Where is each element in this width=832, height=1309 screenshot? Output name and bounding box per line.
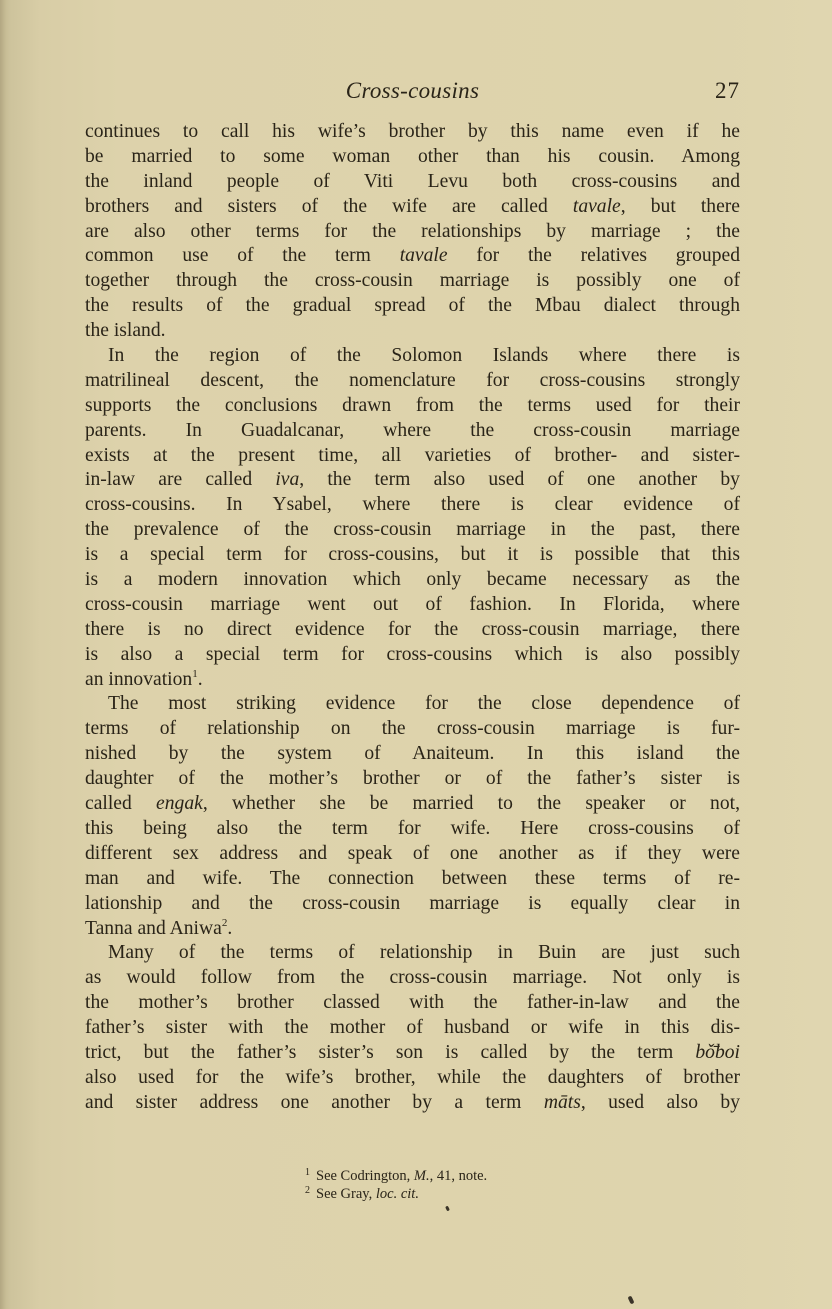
footnote-text: , 41, note. bbox=[429, 1168, 488, 1184]
text-line: continues to call his wife’s brother by this name even if he bbox=[85, 121, 740, 142]
italic-term: engak bbox=[156, 793, 203, 815]
text-line: daughter of the mother’s brother or of the father’s sister is bbox=[85, 768, 740, 790]
text-fragment: , the term also used of one another by bbox=[299, 469, 740, 491]
text-fragment: for the relatives grouped bbox=[447, 245, 740, 267]
text-line bbox=[85, 668, 740, 693]
ink-speck bbox=[627, 1296, 634, 1305]
text-fragment: , whether she be married to the speaker or not, bbox=[202, 793, 740, 815]
footnote-text: See Codrington, bbox=[316, 1168, 414, 1184]
text-fragment: . bbox=[227, 917, 233, 939]
text-line bbox=[85, 1041, 740, 1066]
text-line: supports the conclusions drawn from the terms used for their bbox=[85, 394, 740, 416]
footnote-marker: 2 bbox=[305, 1185, 310, 1196]
text-line: the results of the gradual spread of the Mbau dialect through bbox=[85, 295, 740, 317]
text-line: also used for the wife’s brother, while the daughters of brother bbox=[85, 1066, 740, 1088]
footnote-ref[interactable]: 1 bbox=[192, 667, 198, 680]
italic-term: bǒ̄boi bbox=[695, 1041, 740, 1063]
text-line: are also other terms for the relationships by marriage ; the bbox=[85, 220, 740, 242]
running-head bbox=[85, 78, 740, 108]
running-title: Cross-cousins bbox=[345, 78, 480, 103]
text-line bbox=[85, 1091, 740, 1116]
text-fragment: an innovation bbox=[85, 668, 193, 690]
footnote-1 bbox=[305, 1167, 605, 1185]
text-line: exists at the present time, all varieties of brother- and sister- bbox=[85, 444, 740, 466]
text-line: The most striking evidence for the close dependence of bbox=[108, 693, 740, 715]
text-line: father’s sister with the mother of husband or wife in this dis- bbox=[85, 1017, 740, 1039]
footnotes bbox=[305, 1167, 605, 1203]
text-line bbox=[85, 792, 740, 817]
text-line: nished by the system of Anaiteum. In this island the bbox=[85, 743, 740, 765]
footnote-italic: M. bbox=[413, 1168, 430, 1184]
text-line bbox=[85, 195, 740, 220]
text-line: Many of the terms of relationship in Buin are just such bbox=[108, 942, 740, 964]
text-line: the prevalence of the cross-cousin marriage in the past, there bbox=[85, 519, 740, 541]
italic-term: tavale bbox=[399, 245, 448, 267]
text-line bbox=[85, 917, 740, 942]
page-spine-edge bbox=[0, 0, 6, 1309]
page-number: 27 bbox=[715, 78, 740, 103]
text-line: there is no direct evidence for the cross-cousin marriage, there bbox=[85, 618, 740, 640]
text-line bbox=[85, 468, 740, 493]
footnote-marker: 1 bbox=[305, 1167, 310, 1178]
text-fragment: , used also by bbox=[580, 1091, 740, 1113]
footnote-ref[interactable]: 2 bbox=[221, 916, 228, 929]
text-fragment: . bbox=[197, 668, 203, 690]
text-fragment: in-law are called bbox=[85, 469, 276, 491]
footnote-text: See Gray, bbox=[316, 1186, 376, 1202]
text-line: matrilineal descent, the nomenclature for cross-cousins strongly bbox=[85, 369, 740, 391]
ink-speck bbox=[445, 1206, 450, 1212]
text-line: together through the cross-cousin marriage is possibly one of bbox=[85, 270, 740, 292]
text-line: this being also the term for wife. Here cross-cousins of bbox=[85, 817, 740, 839]
text-line: cross-cousin marriage went out of fashion. In Florida, where bbox=[85, 593, 740, 615]
text-line: as would follow from the cross-cousin marriage. Not only is bbox=[85, 967, 740, 989]
text-line: parents. In Guadalcanar, where the cross-cousin marriage bbox=[85, 419, 740, 441]
text-line: be married to some woman other than his cousin. Among bbox=[85, 145, 740, 167]
text-fragment: , but there bbox=[620, 195, 740, 217]
text-fragment: trict, but the father’s sister’s son is called by the term bbox=[85, 1041, 696, 1063]
text-line: terms of relationship on the cross-cousin marriage is fur- bbox=[85, 718, 740, 740]
text-line: the inland people of Viti Levu both cross-cousins and bbox=[85, 170, 740, 192]
text-fragment: and sister address one another by a term bbox=[85, 1091, 544, 1113]
text-line: different sex address and speak of one another as if they were bbox=[85, 842, 740, 864]
text-fragment: called bbox=[85, 793, 157, 815]
body-text bbox=[85, 120, 740, 1116]
text-fragment: brothers and sisters of the wife are called bbox=[85, 195, 573, 217]
text-line: is a special term for cross-cousins, but it is possible that this bbox=[85, 544, 740, 566]
text-line: In the region of the Solomon Islands where there is bbox=[108, 345, 740, 367]
text-line: man and wife. The connection between these terms of re- bbox=[85, 867, 740, 889]
footnote-2 bbox=[305, 1185, 605, 1203]
italic-term: iva bbox=[275, 469, 300, 491]
text-line: the mother’s brother classed with the father-in-law and the bbox=[85, 992, 740, 1014]
text-line bbox=[85, 244, 740, 269]
footnote-italic: loc. cit. bbox=[375, 1186, 419, 1202]
text-line: the island. bbox=[85, 320, 166, 342]
text-fragment: Tanna and Aniwa bbox=[85, 917, 222, 939]
text-line: is a modern innovation which only became necessary as the bbox=[85, 569, 740, 591]
text-line: cross-cousins. In Ysabel, where there is clear evidence of bbox=[85, 494, 740, 516]
italic-term: tavale bbox=[572, 195, 621, 217]
italic-term: māts bbox=[543, 1091, 581, 1113]
text-line: is also a special term for cross-cousins which is also possibly bbox=[85, 643, 740, 665]
text-line: lationship and the cross-cousin marriage is equally clear in bbox=[85, 892, 740, 914]
text-fragment: common use of the term bbox=[85, 245, 400, 267]
